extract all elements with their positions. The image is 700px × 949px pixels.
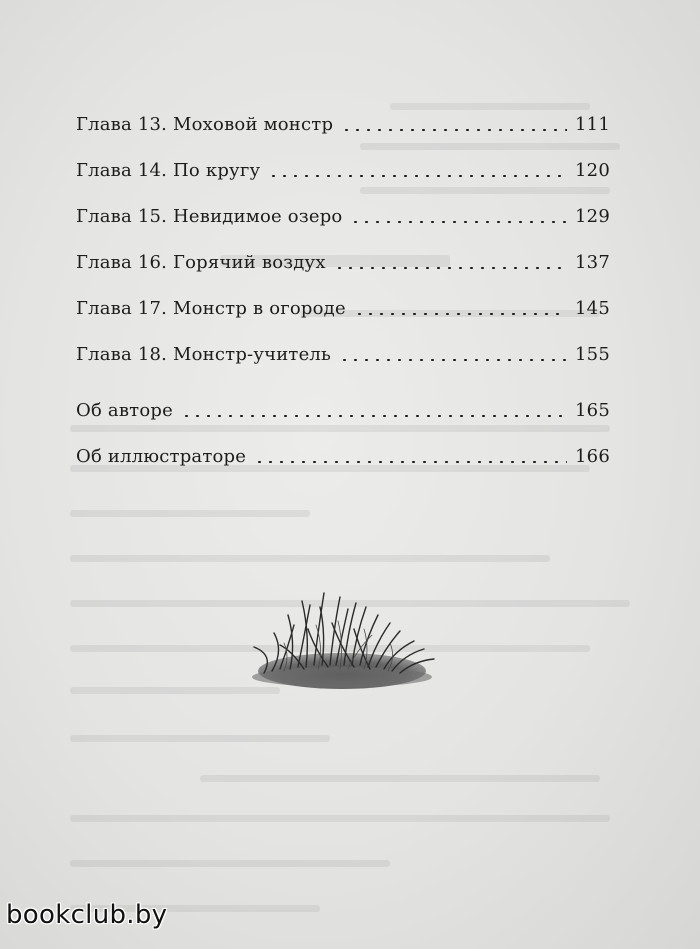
toc-entry-about-illustrator[interactable] [76, 428, 610, 468]
toc-entry-title: Глава 14. По кругу [76, 160, 261, 181]
watermark: bookclub.by [6, 900, 168, 930]
toc-entry-page: 166 [575, 446, 610, 467]
toc-entry-about-author[interactable] [76, 382, 610, 422]
toc-entry-title: Об иллюстраторе [76, 446, 247, 467]
dot-leader [350, 221, 567, 223]
toc-entry-title: Глава 16. Горячий воздух [76, 252, 326, 273]
toc-entry-page: 111 [575, 114, 610, 135]
dot-leader [334, 267, 567, 269]
toc-entry-page: 120 [575, 160, 610, 181]
grass-tuft-icon [244, 585, 440, 695]
toc-entry-chapter-17[interactable] [76, 280, 610, 320]
dot-leader [341, 129, 567, 131]
toc-entry-title: Глава 17. Монстр в огороде [76, 298, 346, 319]
toc-entry-page: 137 [575, 252, 610, 273]
toc-entry-title: Об авторе [76, 400, 173, 421]
dot-leader [268, 175, 567, 177]
toc-entry-title: Глава 18. Монстр-учитель [76, 344, 332, 365]
toc-entry-chapter-18[interactable] [76, 326, 610, 366]
toc-entry-page: 145 [575, 298, 610, 319]
dot-leader [354, 313, 567, 315]
toc-entry-chapter-16[interactable] [76, 234, 610, 274]
dot-leader [181, 415, 567, 417]
toc-entry-page: 165 [575, 400, 610, 421]
toc-entry-title: Глава 13. Моховой монстр [76, 114, 334, 135]
dot-leader [254, 461, 567, 463]
toc-entry-chapter-15[interactable] [76, 188, 610, 228]
toc-entry-chapter-13[interactable] [76, 96, 610, 136]
toc-entry-chapter-14[interactable] [76, 142, 610, 182]
toc-entry-title: Глава 15. Невидимое озеро [76, 206, 343, 227]
toc-entry-page: 155 [575, 344, 610, 365]
dot-leader [339, 359, 567, 361]
toc-entry-page: 129 [575, 206, 610, 227]
